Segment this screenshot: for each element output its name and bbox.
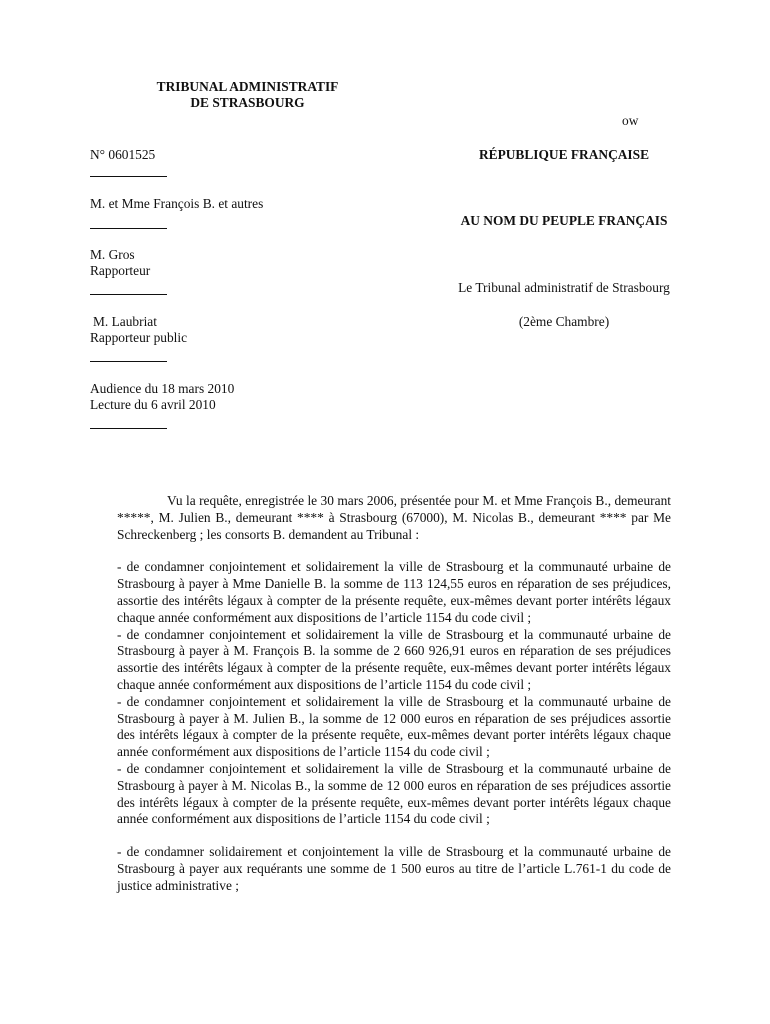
intro-paragraph: Vu la requête, enregistrée le 30 mars 2006, présentée pour M. et Mme François B., demeurant *****, M. Julien B., demeurant **** à Strasbourg (67000), M. Nicolas B., demeurant **** par Me Schreckenberg ; les consorts B. demandent au Tribunal : xyxy=(117,493,671,542)
rapporteur-role: Rapporteur xyxy=(90,263,151,278)
tribunal-line: Le Tribunal administratif de Strasbourg xyxy=(458,280,670,295)
ow-mark: ow xyxy=(622,113,639,128)
separator xyxy=(90,228,167,229)
audience-date: Audience du 18 mars 2010 xyxy=(90,381,235,396)
peuple-heading: AU NOM DU PEUPLE FRANÇAIS xyxy=(460,213,668,228)
document-body xyxy=(117,493,671,895)
claim-paragraph: - de condamner conjointement et solidairement la ville de Strasbourg et la communauté urbaine de Strasbourg à payer à Mme Danielle B. la somme de 113 124,55 euros en réparation de ses préjudices, assortie des intérêts légaux à compter de la présente requête, eux-mêmes devant porter intérêts légaux chaque année conformément aux dispositions de l’article 1154 du code civil ; xyxy=(117,559,671,625)
claim-paragraph: - de condamner conjointement et solidairement la ville de Strasbourg et la communauté urbaine de Strasbourg à payer à M. Julien B., la somme de 12 000 euros en réparation de ses préjudices assortie des intérêts légaux à compter de la présente requête, eux-mêmes devant porter intérêts légaux chaque année conformément aux dispositions de l’article 1154 du code civil ; xyxy=(117,693,671,760)
separator xyxy=(90,176,167,177)
public-rapporteur-role: Rapporteur public xyxy=(90,330,188,345)
claim-paragraph: - de condamner conjointement et solidairement la ville de Strasbourg et la communauté urbaine de Strasbourg à payer à M. François B. la somme de 2 660 926,91 euros en réparation de ses préjudices assortie des intérêts légaux à compter de la présente requête, eux-mêmes devant porter intérêts légaux chaque année conformément aux dispositions de l’article 1154 du code civil ; xyxy=(117,626,671,692)
lecture-date: Lecture du 6 avril 2010 xyxy=(90,397,216,412)
claim-paragraph: - de condamner conjointement et solidairement la ville de Strasbourg et la communauté urbaine de Strasbourg à payer à M. Nicolas B., la somme de 12 000 euros en réparation de ses préjudices assortie des intérêts légaux à compter de la présente requête, eux-mêmes devant porter intérêts légaux chaque année conformément aux dispositions de l’article 1154 du code civil ; xyxy=(117,760,671,827)
court-name-line2: DE STRASBOURG xyxy=(190,95,305,110)
separator xyxy=(90,294,167,295)
claim-paragraph: - de condamner solidairement et conjointement la ville de Strasbourg et la communauté urbaine de Strasbourg à payer aux requérants une somme de 1 500 euros au titre de l’article L.761-1 du code de justice administrative ; xyxy=(117,844,671,893)
separator xyxy=(90,428,167,429)
separator xyxy=(90,361,167,362)
rapporteur-name: M. Gros xyxy=(90,247,135,262)
public-rapporteur-name: M. Laubriat xyxy=(93,314,157,329)
republic-heading: RÉPUBLIQUE FRANÇAISE xyxy=(478,147,649,162)
court-name-line1: TRIBUNAL ADMINISTRATIF xyxy=(156,79,339,94)
chambre-line: (2ème Chambre) xyxy=(518,314,610,329)
parties: M. et Mme François B. et autres xyxy=(90,196,264,211)
case-number: N° 0601525 xyxy=(90,147,156,162)
